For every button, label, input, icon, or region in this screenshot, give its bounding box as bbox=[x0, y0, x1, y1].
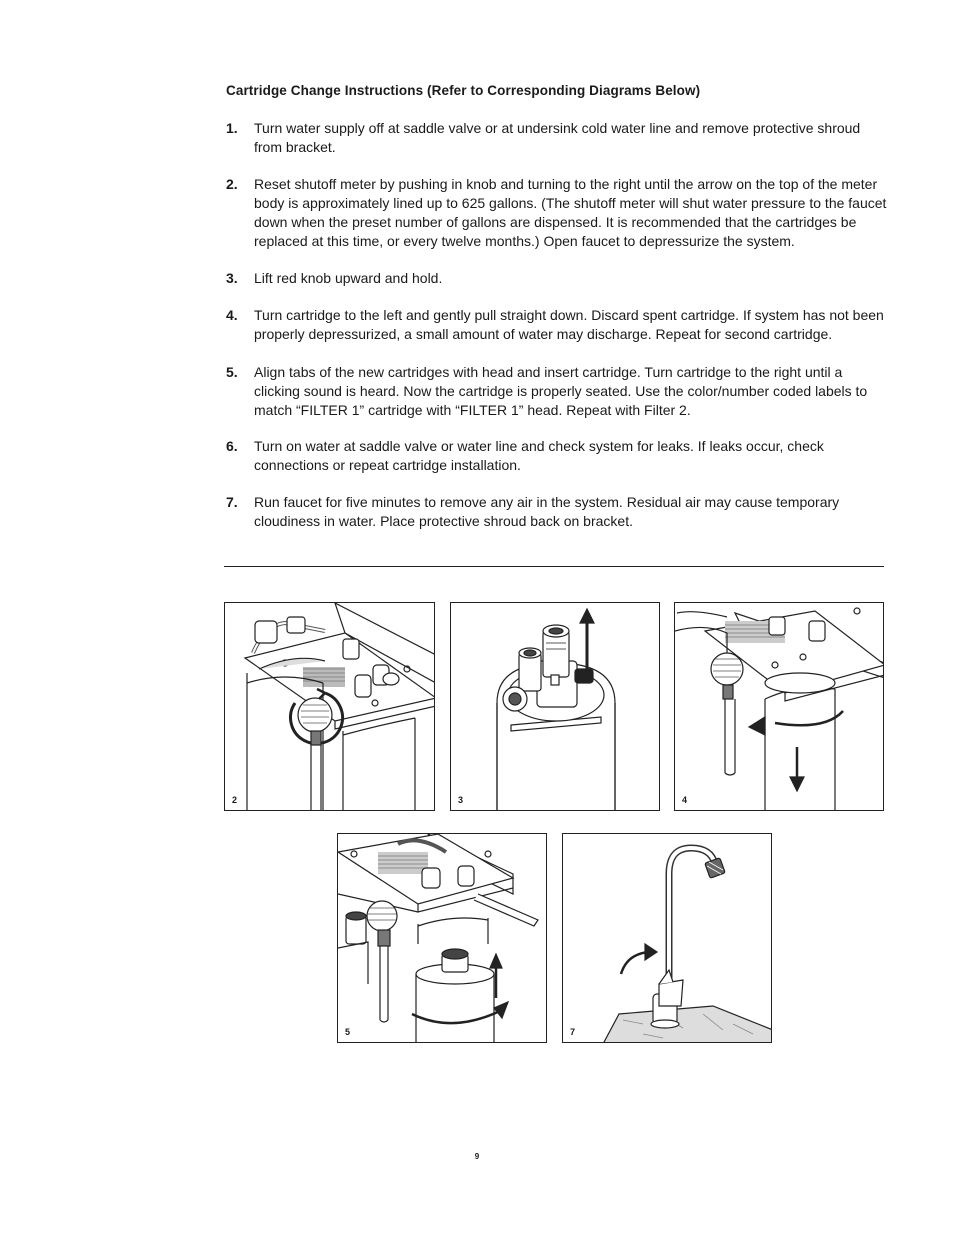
filter-head-reset-illustration bbox=[225, 603, 435, 811]
step-3 bbox=[226, 269, 891, 288]
diagram-3 bbox=[450, 602, 660, 811]
step-1 bbox=[226, 119, 891, 157]
diagram-label: 3 bbox=[458, 795, 464, 805]
cartridge-insertion-illustration bbox=[338, 834, 547, 1043]
step-number: 6. bbox=[226, 438, 238, 454]
step-text: Turn water supply off at saddle valve or at undersink cold water line and remove protective shroud from bracket. bbox=[254, 120, 861, 156]
step-text: Align tabs of the new cartridges with head and insert cartridge. Turn cartridge to the right until a clicking sound is heard. Now the cartridge is properly seated. Use the color/number coded labels to match “FILTER 1” cartridge with “FILTER 1” head. Repeat with Filter 2. bbox=[254, 364, 868, 419]
step-text: Lift red knob upward and hold. bbox=[254, 270, 443, 286]
step-5 bbox=[226, 363, 891, 420]
step-2 bbox=[226, 175, 891, 251]
section-divider bbox=[224, 566, 884, 567]
step-number: 3. bbox=[226, 270, 238, 286]
step-number: 1. bbox=[226, 120, 238, 136]
step-text: Reset shutoff meter by pushing in knob and turning to the right until the arrow on the top of the meter body is approximately lined up to 625 gallons. (The shutoff meter will shut water pressure to the faucet down when the preset number of gallons are dispensed. It is recommended that the cartridges be replaced at this time, or every twelve months.) Open faucet to depressurize the system. bbox=[254, 176, 887, 250]
step-number: 2. bbox=[226, 176, 238, 192]
diagram-label: 7 bbox=[570, 1027, 576, 1037]
step-4 bbox=[226, 306, 891, 344]
cartridge-knob-lift-illustration bbox=[451, 603, 660, 811]
section-heading: Cartridge Change Instructions (Refer to Corresponding Diagrams Below) bbox=[226, 83, 701, 98]
diagram-2 bbox=[224, 602, 435, 811]
step-text: Run faucet for five minutes to remove any air in the system. Residual air may cause temporary cloudiness in water. Place protective shroud back on bracket. bbox=[254, 494, 840, 530]
page-number: 9 bbox=[474, 1152, 480, 1161]
diagram-4 bbox=[674, 602, 884, 811]
diagram-label: 2 bbox=[232, 795, 238, 805]
faucet-open-illustration bbox=[563, 834, 772, 1043]
step-6 bbox=[226, 437, 891, 475]
step-text: Turn cartridge to the left and gently pull straight down. Discard spent cartridge. If system has not been properly depressurized, a small amount of water may discharge. Repeat for second cartridge. bbox=[254, 307, 884, 343]
step-number: 4. bbox=[226, 307, 238, 323]
step-7 bbox=[226, 493, 891, 531]
cartridge-removal-illustration bbox=[675, 603, 884, 811]
step-number: 7. bbox=[226, 494, 238, 510]
diagram-label: 4 bbox=[682, 795, 688, 805]
step-number: 5. bbox=[226, 364, 238, 380]
diagram-7 bbox=[562, 833, 772, 1043]
diagram-label: 5 bbox=[345, 1027, 351, 1037]
diagram-5 bbox=[337, 833, 547, 1043]
step-text: Turn on water at saddle valve or water line and check system for leaks. If leaks occur, check connections or repeat cartridge installation. bbox=[254, 438, 824, 474]
